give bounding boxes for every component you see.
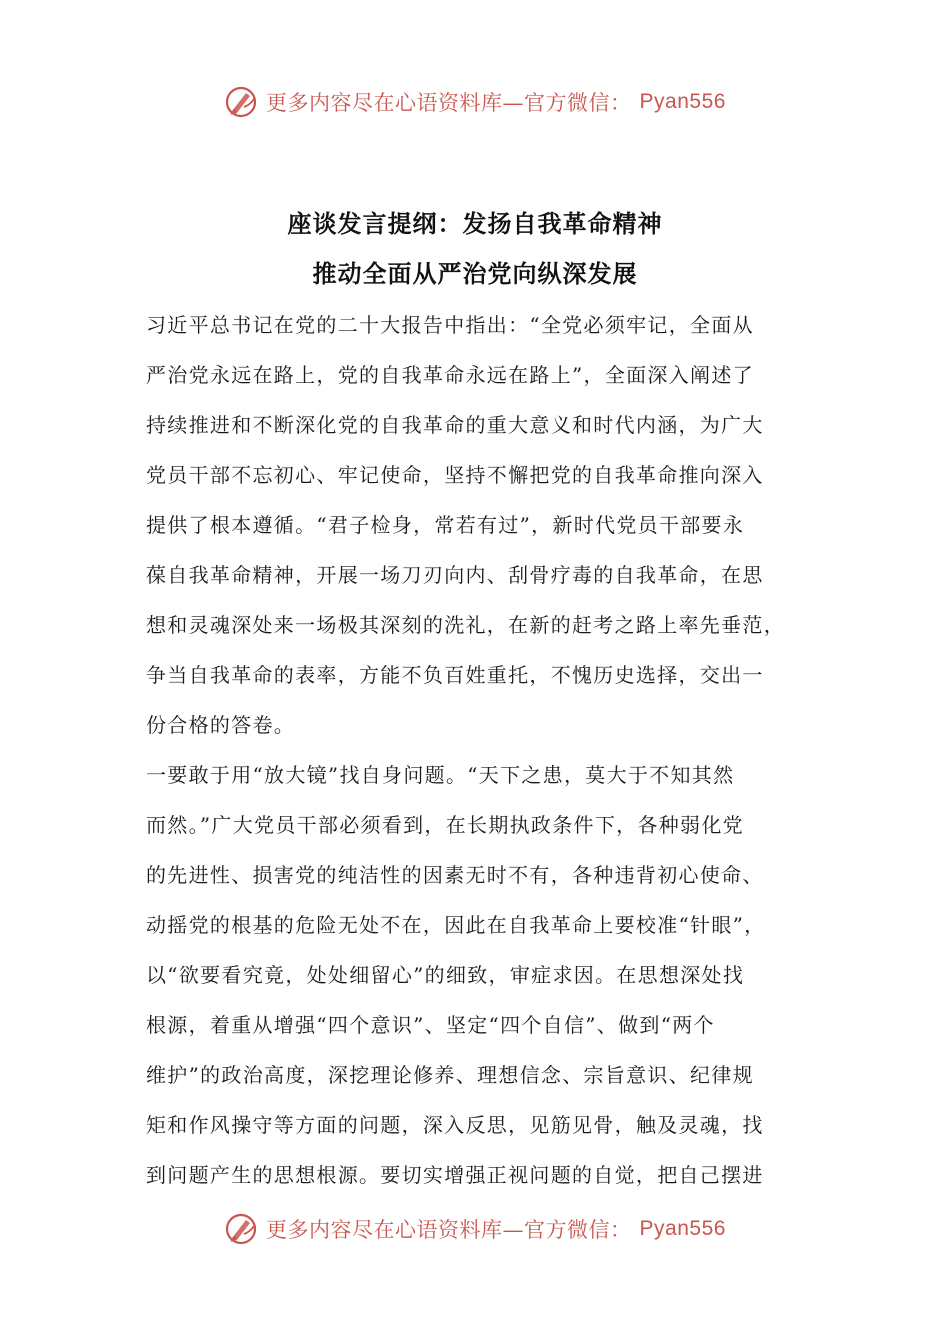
footer-watermark — [0, 1212, 950, 1246]
body-line: 一要敢于用“放大镜”找自身问题。“天下之患，莫大于不知其然 — [146, 763, 735, 787]
document-body — [146, 300, 826, 1200]
body-line: 的先进性、损害党的纯洁性的因素无时不有，各种违背初心使命、 — [146, 863, 764, 887]
body-line: 党员干部不忘初心、牢记使命，坚持不懈把党的自我革命推向深入 — [146, 463, 764, 487]
body-line: 葆自我革命精神，开展一场刀刃向内、刮骨疗毒的自我革命，在思 — [146, 563, 764, 587]
body-line: 到问题产生的思想根源。要切实增强正视问题的自觉，把自己摆进 — [146, 1163, 764, 1187]
body-line: 根源，着重从增强“四个意识”、坚定“四个自信”、做到“两个 — [146, 1013, 715, 1037]
body-line: 严治党永远在路上，党的自我革命永远在路上”，全面深入阐述了 — [146, 363, 754, 387]
body-line: 而然。”广大党员干部必须看到，在长期执政条件下，各种弱化党 — [146, 813, 744, 837]
body-line: 习近平总书记在党的二十大报告中指出：“全党必须牢记，全面从 — [146, 313, 754, 337]
body-line: 份合格的答卷。 — [146, 713, 296, 737]
watermark-account: Pyan556 — [639, 1217, 726, 1240]
body-line: 以“欲要看究竟，处处细留心”的细致，审症求因。在思想深处找 — [146, 963, 745, 987]
header-watermark — [0, 85, 950, 119]
body-line: 想和灵魂深处来一场极其深刻的洗礼，在新的赶考之路上率先垂范， — [146, 613, 785, 637]
body-line: 矩和作风操守等方面的问题，深入反思，见筋见骨，触及灵魂，找 — [146, 1113, 764, 1137]
document-title-line-2: 推动全面从严治党向纵深发展 — [312, 259, 638, 288]
document-title-line-1: 座谈发言提纲：发扬自我革命精神 — [287, 209, 663, 238]
watermark-text: 更多内容尽在心语资料库—官方微信： — [266, 1218, 632, 1242]
body-line: 维护”的政治高度，深挖理论修养、理想信念、宗旨意识、纪律规 — [146, 1063, 754, 1087]
body-line: 持续推进和不断深化党的自我革命的重大意义和时代内涵，为广大 — [146, 413, 764, 437]
watermark-text: 更多内容尽在心语资料库—官方微信： — [266, 91, 632, 115]
pen-logo-icon — [224, 1212, 258, 1246]
pen-logo-icon — [224, 85, 258, 119]
body-line: 争当自我革命的表率，方能不负百姓重托，不愧历史选择，交出一 — [146, 663, 764, 687]
body-line: 动摇党的根基的危险无处不在，因此在自我革命上要校准“针眼”， — [146, 913, 766, 937]
watermark-account: Pyan556 — [639, 90, 726, 113]
body-line: 提供了根本遵循。“君子检身，常若有过”，新时代党员干部要永 — [146, 513, 745, 537]
